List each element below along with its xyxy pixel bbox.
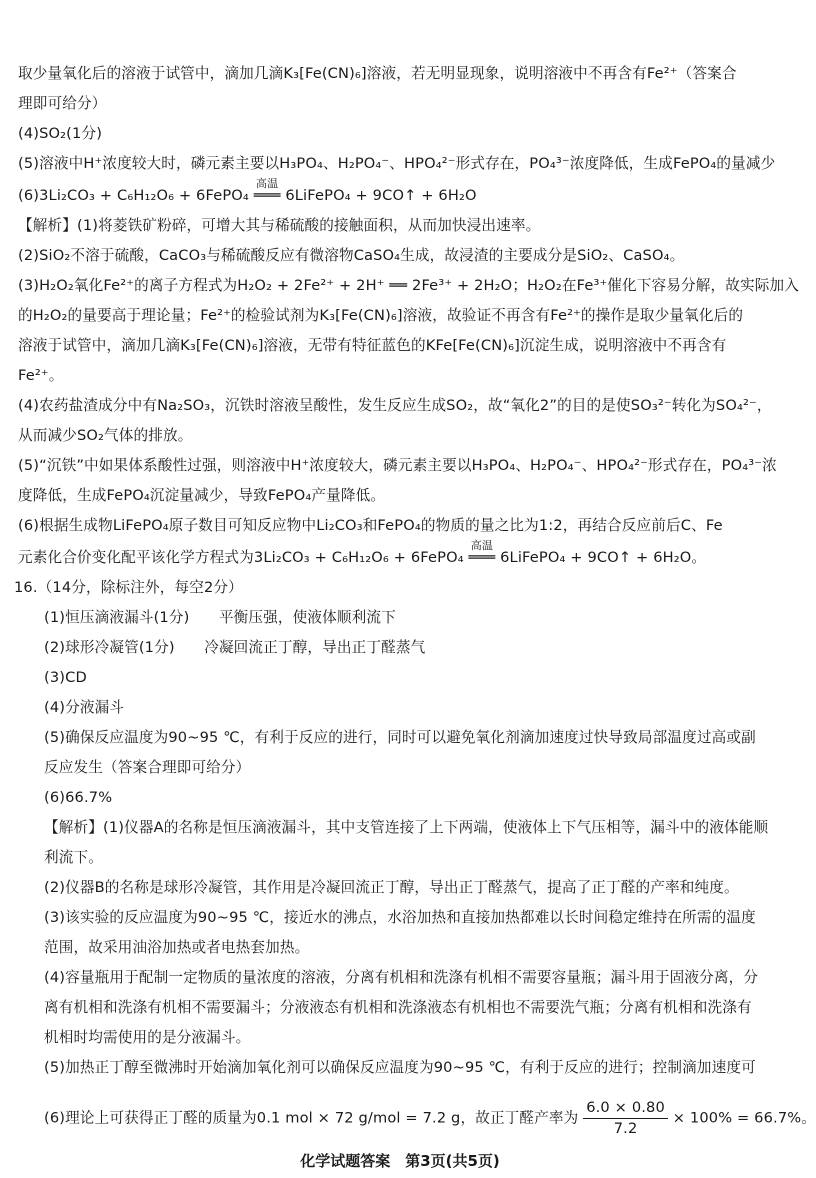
reaction-condition: 高温 ═══: [254, 186, 281, 206]
text-line: (3)该实验的反应温度为90~95 ℃，接近水的沸点，水浴加热和直接加热都难以长时间稳定维持在所需的温度: [44, 909, 756, 926]
text-line: (1)恒压滴液漏斗(1分) 平衡压强，使液体顺利流下: [44, 609, 396, 626]
text-line: (2)球形冷凝管(1分) 冷凝回流正丁醇，导出正丁醛蒸气: [44, 639, 426, 656]
text-line: 取少量氧化后的溶液于试管中，滴加几滴K₃[Fe(CN)₆]溶液，若无明显现象，说明溶液中不再含有Fe²⁺（答案合: [18, 65, 737, 82]
equation-line: [18, 177, 786, 206]
page-footer: 化学试题答案 第3页(共5页): [300, 1152, 500, 1170]
text-line: 范围，故采用油浴加热或者电热套加热。: [44, 939, 310, 956]
text-line: 机相时均需使用的是分液漏斗。: [44, 1029, 251, 1046]
text-line: (4)SO₂(1分): [18, 125, 103, 142]
text-line: (2)SiO₂不溶于硫酸，CaCO₃与稀硫酸反应有微溶物CaSO₄生成，故浸渣的主要成分是SiO₂、CaSO₄。: [18, 247, 685, 264]
text-line: 利流下。: [44, 849, 103, 866]
equation-right: 6LiFePO₄ + 9CO↑ + 6H₂O: [285, 187, 477, 204]
text-line: 理即可给分）: [18, 95, 107, 112]
text-line: 溶液于试管中，滴加几滴K₃[Fe(CN)₆]溶液，无带有特征蓝色的KFe[Fe(CN)₆]沉淀生成，说明溶液中不再含有: [18, 337, 727, 354]
reaction-condition: 高温 ═══: [469, 548, 496, 568]
text-line: (4)分液漏斗: [44, 699, 125, 716]
text-line: 离有机相和洗涤有机相不需要漏斗；分液液态有机相和洗涤液态有机相也不需要洗气瓶；分离有机相和洗涤有: [44, 999, 752, 1016]
text-line: Fe²⁺。: [18, 367, 64, 384]
text-line: (6)66.7%: [44, 789, 113, 806]
equation-left: (6)3Li₂CO₃ + C₆H₁₂O₆ + 6FePO₄: [18, 187, 249, 204]
condition-label: 高温: [470, 539, 494, 552]
text-line: (5)确保反应温度为90~95 ℃，有利于反应的进行，同时可以避免氧化剂滴加速度过快导致局部温度过高或副: [44, 729, 756, 746]
text-line: 【解析】(1)仪器A的名称是恒压滴液漏斗，其中支管连接了上下两端，使液体上下气压相等，漏斗中的液体能顺: [44, 819, 769, 836]
text-line: (5)溶液中H⁺浓度较大时，磷元素主要以H₃PO₄、H₂PO₄⁻、HPO₄²⁻形式存在，PO₄³⁻浓度降低，生成FePO₄的量减少: [18, 155, 776, 172]
fraction-numerator: 6.0 × 0.80: [583, 1098, 668, 1119]
equation-right: 6LiFePO₄ + 9CO↑ + 6H₂O。: [500, 549, 707, 566]
text-line: 的H₂O₂的量要高于理论量；Fe²⁺的检验试剂为K₃[Fe(CN)₆]溶液，故验证不再含有Fe²⁺的操作是取少量氧化后的: [18, 307, 744, 324]
text-line: (3)H₂O₂氧化Fe²⁺的离子方程式为H₂O₂ + 2Fe²⁺ + 2H⁺ ══ 2Fe³⁺ + 2H₂O；H₂O₂在Fe³⁺催化下容易分解，故实际加入: [18, 277, 799, 294]
fraction: [583, 1098, 668, 1139]
equation-line: [18, 539, 786, 568]
text-line: (6)根据生成物LiFePO₄原子数目可知反应物中Li₂CO₃和FePO₄的物质的量之比为1:2，再结合反应前后C、Fe: [18, 517, 723, 534]
fraction-denominator: 7.2: [613, 1120, 638, 1137]
text-line: (4)容量瓶用于配制一定物质的量浓度的溶液，分离有机相和洗涤有机相不需要容量瓶；漏斗用于固液分离，分: [44, 969, 759, 986]
question-header: 16.（14分，除标注外，每空2分）: [14, 579, 243, 596]
text-line: (5)加热正丁醇至微沸时开始滴加氧化剂可以确保反应温度为90~95 ℃，有利于反应的进行；控制滴加速度可: [44, 1059, 756, 1076]
text-line: 反应发生（答案合理即可给分）: [44, 759, 251, 776]
text-line: 度降低，生成FePO₄沉淀量减少，导致FePO₄产量降低。: [18, 487, 386, 504]
text-line: (3)CD: [44, 669, 87, 686]
yield-text: (6)理论上可获得正丁醛的质量为0.1 mol × 72 g/mol = 7.2 g，故正丁醛产率为: [44, 1109, 579, 1127]
text-line: 从而减少SO₂气体的排放。: [18, 427, 193, 444]
text-line: (2)仪器B的名称是球形冷凝管，其作用是冷凝回流正丁醇，导出正丁醛蒸气，提高了正丁醛的产率和纯度。: [44, 879, 739, 896]
condition-label: 高温: [255, 177, 279, 190]
text-line: (4)农药盐渣成分中有Na₂SO₃，沉铁时溶液呈酸性，发生反应生成SO₂，故“氧化2”的目的是使SO₃²⁻转化为SO₄²⁻，: [18, 397, 772, 414]
text-line: [44, 1098, 816, 1139]
equation-left: 元素化合价变化配平该化学方程式为3Li₂CO₃ + C₆H₁₂O₆ + 6FePO₄: [18, 549, 464, 566]
yield-result: × 100% = 66.7%。: [672, 1109, 816, 1127]
text-line: (5)“沉铁”中如果体系酸性过强，则溶液中H⁺浓度较大，磷元素主要以H₃PO₄、H₂PO₄⁻、HPO₄²⁻形式存在，PO₄³⁻浓: [18, 457, 777, 474]
text-line: 【解析】(1)将菱铁矿粉碎，可增大其与稀硫酸的接触面积，从而加快浸出速率。: [18, 217, 541, 234]
